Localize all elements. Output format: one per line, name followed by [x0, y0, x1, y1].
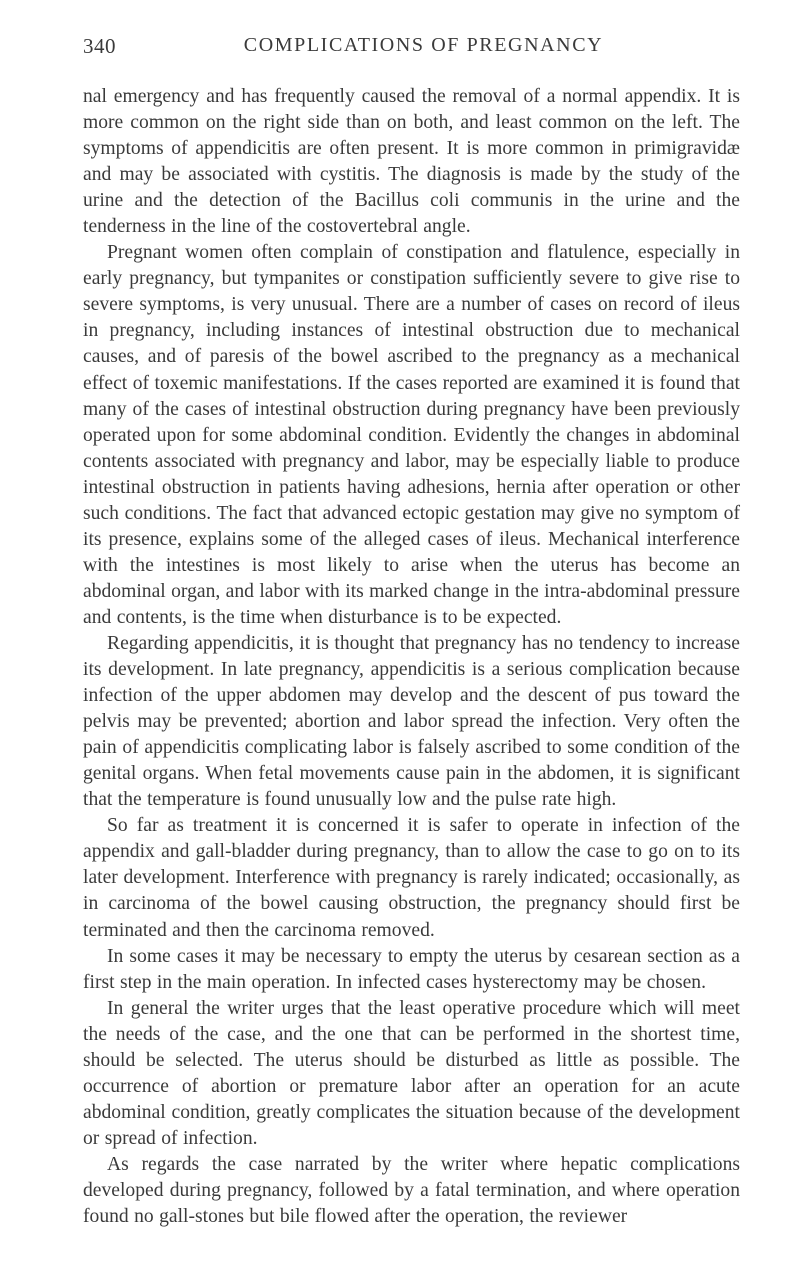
paragraph: In some cases it may be necessary to empty the uterus by cesarean section as a first step in the main operation. In infected cases hysterectomy may be chosen. — [83, 945, 740, 993]
paragraph: So far as treatment it is concerned it is safer to operate in infection of the appendix and gall-bladder during pregnancy, than to allow the case to go on to its later development. Interference with pregnancy is rarely indicated; occasionally, as in carcinoma of the bowel causing obstruction, the pregnancy should first be terminated and then the carcinoma removed. — [83, 815, 740, 941]
page-number: 340 — [83, 34, 116, 58]
paragraph: Regarding appendicitis, it is thought that pregnancy has no tendency to increase its development. In late pregnancy, appendicitis is a serious complication because infection of the upper abdomen may develop and the descent of pus toward the pelvis may be prevented; abortion and labor spread the infection. Very often the pain of appendicitis complicating labor is falsely ascribed to some condition of the genital organs. When fetal movements cause pain in the abdomen, it is significant that the temperature is found unusually low and the pulse rate high. — [83, 632, 740, 811]
paragraph: nal emergency and has frequently caused the removal of a normal appendix. It is more common on the right side than on both, and least common on the left. The symptoms of appendicitis are often present. It is more common in primigravidæ and may be associated with cystitis. The diagnosis is made by the study of the urine and the detection of the Bacillus coli communis in the urine and the tenderness in the line of the costovertebral angle. — [83, 86, 740, 238]
page-header — [83, 34, 740, 64]
paragraph: As regards the case narrated by the writer where hepatic complications developed during pregnancy, followed by a fatal termination, and where operation found no gall-stones but bile flowed after the operation, the reviewer — [83, 1153, 740, 1228]
paragraph: In general the writer urges that the least operative procedure which will meet the needs of the case, and the one that can be performed in the shortest time, should be selected. The uterus should be disturbed as little as possible. The occurrence of abortion or premature labor after an operation for an acute abdominal condition, greatly complicates the situation because of the development or spread of infection. — [83, 997, 740, 1149]
paragraph: Pregnant women often complain of constipation and flatulence, especially in early pregnancy, but tympanites or constipation sufficiently severe to give rise to severe symptoms, is very unusual. There are a number of cases on record of ileus in pregnancy, including instances of intestinal obstruction due to mechanical causes, and of paresis of the bowel ascribed to the pregnancy as a mechanical effect of toxemic manifestations. If the cases reported are examined it is found that many of the cases of intestinal obstruction during pregnancy have been previously operated upon for some abdominal condition. Evidently the changes in abdominal contents associated with pregnancy and labor, may be especially liable to produce intestinal obstruction in patients having adhesions, hernia after operation or other such conditions. The fact that advanced ectopic gestation may give no symptom of its presence, explains some of the alleged cases of ileus. Mechanical interference with the intestines is most likely to arise when the uterus has become an abdominal organ, and labor with its marked change in the intra-abdominal pressure and contents, is the time when disturbance is to be expected. — [83, 242, 740, 628]
running-head: COMPLICATIONS OF PREGNANCY — [243, 34, 604, 56]
body-text — [83, 84, 740, 1230]
